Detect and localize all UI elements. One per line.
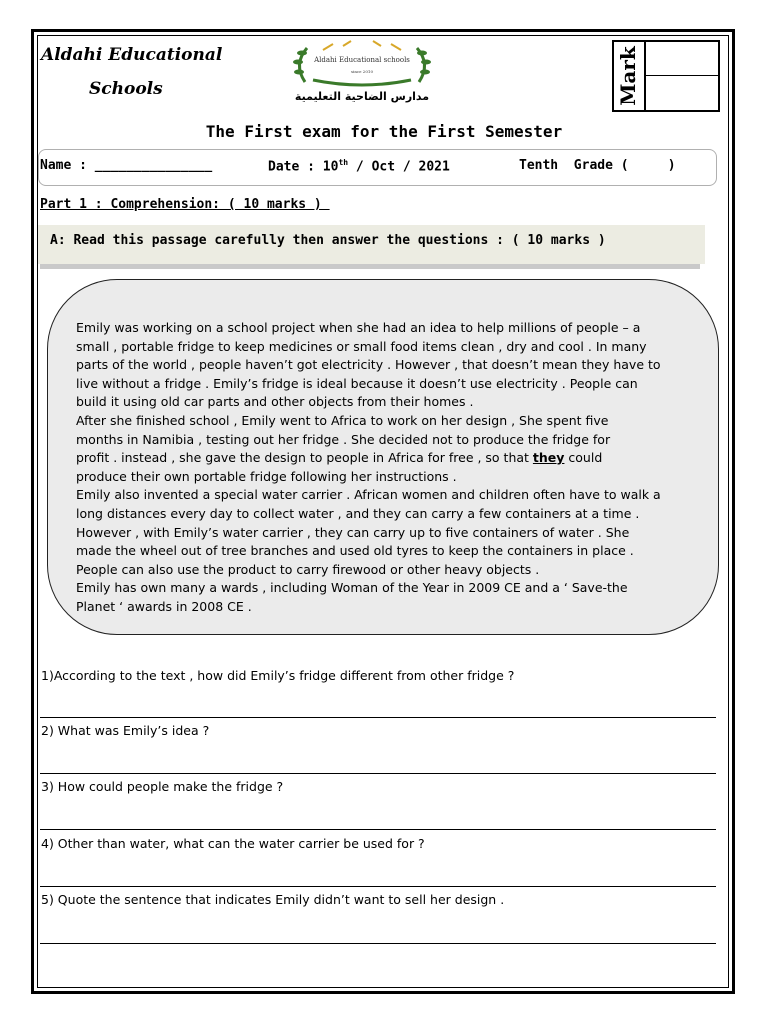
passage-line: parts of the world , people haven’t got electricity . However , that doesn’t mean they have to xyxy=(76,357,661,373)
question-3: 3) How could people make the fridge ? xyxy=(41,779,284,794)
date-label: Date : 10 xyxy=(268,159,339,175)
answer-line-2[interactable] xyxy=(40,773,716,774)
answer-line-4[interactable] xyxy=(40,886,716,887)
passage-line: long distances every day to collect water , and they can carry a few containers at a time . xyxy=(76,505,640,521)
date-superscript: th xyxy=(338,158,349,167)
mark-label-cell xyxy=(612,40,646,112)
passage-bold-word: they xyxy=(532,450,565,466)
passage-line-start: profit . instead , she gave the design to people in Africa for free , so that xyxy=(76,450,533,466)
school-name-line2: Schools xyxy=(89,79,163,99)
passage-line: Emily was working on a school project when she had an idea to help millions of people – a xyxy=(76,320,641,335)
instruction-text: A: Read this passage carefully then answer the questions : ( 10 marks ) xyxy=(50,233,606,248)
passage-line: After she finished school , Emily went to Africa to work on her design , She spent five xyxy=(76,412,609,428)
school-logo xyxy=(283,40,441,104)
school-name-line1: Aldahi Educational xyxy=(41,45,223,65)
passage-line: Planet ‘ awards in 2008 CE . xyxy=(76,598,252,614)
logo-since-text: since 2010 xyxy=(351,69,373,74)
passage-line: months in Namibia , testing out her fridge . She decided not to produce the fridge for xyxy=(76,431,611,447)
mark-divider xyxy=(646,75,720,76)
answer-line-1[interactable] xyxy=(40,717,716,718)
passage-line: Emily has own many a wards , including Woman of the Year in 2009 CE and a ‘ Save-the xyxy=(76,580,628,596)
passage-line: made the wheel out of tree branches and used old tyres to keep the containers in place . xyxy=(76,543,634,559)
part1-heading: Part 1 : Comprehension: ( 10 marks ) xyxy=(40,197,330,212)
reading-passage xyxy=(76,319,704,617)
logo-arabic-text: مدارس الضاحية التعليمية xyxy=(294,90,430,103)
question-1: 1)According to the text , how did Emily’s fridge different from other fridge ? xyxy=(41,668,515,683)
date-field xyxy=(268,158,450,174)
passage-line: People can also use the product to carry firewood or other heavy objects . xyxy=(76,561,540,577)
passage-line xyxy=(76,449,704,468)
logo-english-text: Aldahi Educational schools xyxy=(314,56,410,64)
mark-label: Mark xyxy=(616,46,640,106)
date-rest: / Oct / 2021 xyxy=(348,159,450,175)
passage-line: produce their own portable fridge following her instructions . xyxy=(76,468,457,484)
instruction-banner xyxy=(38,225,705,264)
passage-line: However , with Emily’s water carrier , they can carry up to five containers of water . She xyxy=(76,524,630,540)
passage-line: build it using old car parts and other objects from their homes . xyxy=(76,394,474,410)
question-5: 5) Quote the sentence that indicates Emily didn’t want to sell her design . xyxy=(41,892,505,907)
question-4: 4) Other than water, what can the water carrier be used for ? xyxy=(41,836,425,851)
passage-line-tail: could xyxy=(564,450,603,466)
answer-line-3[interactable] xyxy=(40,829,716,830)
question-2: 2) What was Emily’s idea ? xyxy=(41,723,210,738)
passage-line: small , portable fridge to keep medicines or small food items clean , dry and cool . In many xyxy=(76,338,647,354)
name-field[interactable]: Name : _______________ xyxy=(40,158,213,173)
passage-line: live without a fridge . Emily’s fridge is ideal because it doesn’t use electricity . People can xyxy=(76,375,638,391)
grade-field[interactable]: Tenth Grade ( ) xyxy=(519,158,676,173)
passage-line: Emily also invented a special water carrier . African women and children often have to walk a xyxy=(76,487,661,503)
answer-line-5[interactable] xyxy=(40,943,716,944)
exam-title: The First exam for the First Semester xyxy=(205,122,563,141)
